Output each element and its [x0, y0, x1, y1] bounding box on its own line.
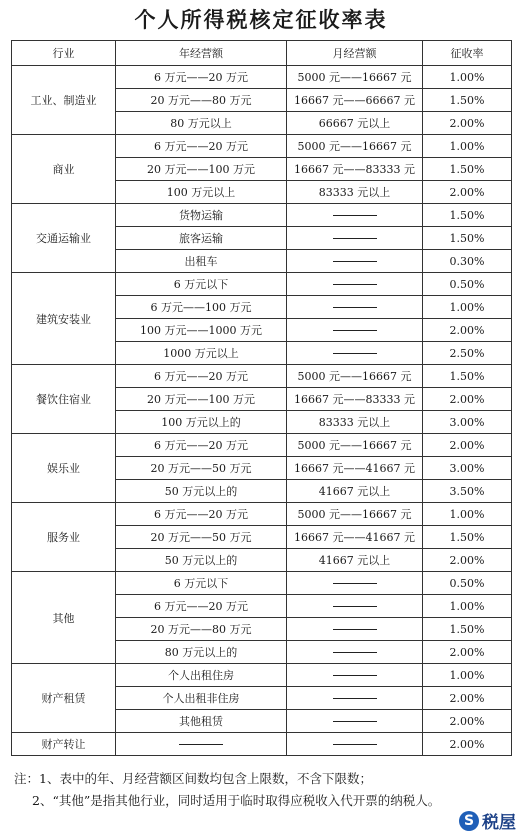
dash-line	[333, 721, 377, 722]
rate-cell: 0.50%	[423, 273, 512, 296]
dash-line	[179, 744, 223, 745]
rate-cell: 2.50%	[423, 342, 512, 365]
annual-cell: 6 万元——20 万元	[116, 365, 287, 388]
annual-cell: 出租车	[116, 250, 287, 273]
annual-cell: 50 万元以上的	[116, 549, 287, 572]
monthly-cell: 16667 元——41667 元	[287, 526, 423, 549]
rate-cell: 0.50%	[423, 572, 512, 595]
monthly-cell: 5000 元——16667 元	[287, 434, 423, 457]
dash-line	[333, 675, 377, 676]
rate-cell: 3.00%	[423, 457, 512, 480]
monthly-cell	[287, 273, 423, 296]
rate-cell: 1.50%	[423, 204, 512, 227]
annual-cell: 20 万元——50 万元	[116, 526, 287, 549]
dash-line	[333, 744, 377, 745]
annual-cell: 100 万元以上的	[116, 411, 287, 434]
dash-line	[333, 261, 377, 262]
industry-cell: 服务业	[12, 503, 116, 572]
monthly-cell: 5000 元——16667 元	[287, 503, 423, 526]
industry-cell: 商业	[12, 135, 116, 204]
annual-cell: 20 万元——80 万元	[116, 89, 287, 112]
table-row	[12, 572, 512, 595]
annual-cell: 6 万元——20 万元	[116, 434, 287, 457]
annual-cell: 其他租赁	[116, 710, 287, 733]
rate-cell: 1.00%	[423, 296, 512, 319]
monthly-cell: 16667 元——83333 元	[287, 388, 423, 411]
industry-cell: 工业、制造业	[12, 66, 116, 135]
rate-cell: 2.00%	[423, 549, 512, 572]
rate-cell: 2.00%	[423, 388, 512, 411]
annual-cell: 100 万元以上	[116, 181, 287, 204]
monthly-cell	[287, 733, 423, 756]
monthly-cell: 5000 元——16667 元	[287, 365, 423, 388]
logo-text: 税屋	[482, 813, 516, 833]
monthly-cell	[287, 664, 423, 687]
dash-line	[333, 238, 377, 239]
rate-cell: 2.00%	[423, 641, 512, 664]
annual-cell: 20 万元——80 万元	[116, 618, 287, 641]
industry-cell: 财产租赁	[12, 664, 116, 733]
rate-cell: 1.00%	[423, 664, 512, 687]
dash-line	[333, 307, 377, 308]
site-logo	[459, 808, 516, 833]
rate-cell: 2.00%	[423, 687, 512, 710]
dash-line	[333, 583, 377, 584]
monthly-cell: 41667 元以上	[287, 549, 423, 572]
industry-cell: 餐饮住宿业	[12, 365, 116, 434]
dash-line	[333, 698, 377, 699]
rate-cell: 2.00%	[423, 434, 512, 457]
rate-cell: 2.00%	[423, 733, 512, 756]
dash-line	[333, 330, 377, 331]
monthly-cell	[287, 227, 423, 250]
industry-cell: 财产转让	[12, 733, 116, 756]
rate-cell: 1.50%	[423, 158, 512, 181]
annual-cell: 20 万元——100 万元	[116, 388, 287, 411]
header-monthly: 月经营额	[287, 41, 423, 66]
annual-cell: 6 万元以下	[116, 273, 287, 296]
annual-cell: 个人出租非住房	[116, 687, 287, 710]
annual-cell: 1000 万元以上	[116, 342, 287, 365]
dash-line	[333, 284, 377, 285]
dash-line	[333, 353, 377, 354]
table-row	[12, 503, 512, 526]
industry-cell: 建筑安装业	[12, 273, 116, 365]
rate-cell: 1.50%	[423, 365, 512, 388]
dash-line	[333, 629, 377, 630]
dash-line	[333, 606, 377, 607]
dash-line	[333, 652, 377, 653]
rate-cell: 0.30%	[423, 250, 512, 273]
table-row	[12, 434, 512, 457]
tax-rate-table	[11, 40, 512, 756]
notes	[14, 768, 440, 812]
monthly-cell: 5000 元——16667 元	[287, 135, 423, 158]
note-2: 2、“其他”是指其他行业，同时适用于临时取得应税收入代开票的纳税人。	[32, 793, 441, 808]
annual-cell: 旅客运输	[116, 227, 287, 250]
rate-cell: 1.50%	[423, 227, 512, 250]
monthly-cell	[287, 687, 423, 710]
table-row	[12, 273, 512, 296]
annual-cell: 100 万元——1000 万元	[116, 319, 287, 342]
annual-cell: 6 万元——20 万元	[116, 135, 287, 158]
rate-cell: 3.00%	[423, 411, 512, 434]
annual-cell: 20 万元——100 万元	[116, 158, 287, 181]
industry-cell: 其他	[12, 572, 116, 664]
monthly-cell: 16667 元——41667 元	[287, 457, 423, 480]
rate-cell: 1.00%	[423, 135, 512, 158]
monthly-cell	[287, 250, 423, 273]
monthly-cell: 83333 元以上	[287, 411, 423, 434]
monthly-cell	[287, 319, 423, 342]
monthly-cell	[287, 204, 423, 227]
table-row	[12, 664, 512, 687]
industry-cell: 娱乐业	[12, 434, 116, 503]
annual-cell: 6 万元以下	[116, 572, 287, 595]
table-body	[12, 66, 512, 756]
rate-cell: 1.50%	[423, 526, 512, 549]
table-row	[12, 365, 512, 388]
annual-cell: 80 万元以上的	[116, 641, 287, 664]
rate-cell: 2.00%	[423, 112, 512, 135]
rate-cell: 1.50%	[423, 89, 512, 112]
annual-cell: 50 万元以上的	[116, 480, 287, 503]
page-title: 个人所得税核定征收率表	[134, 8, 388, 32]
annual-cell: 货物运输	[116, 204, 287, 227]
annual-cell: 20 万元——50 万元	[116, 457, 287, 480]
monthly-cell	[287, 710, 423, 733]
monthly-cell: 83333 元以上	[287, 181, 423, 204]
rate-cell: 2.00%	[423, 181, 512, 204]
monthly-cell: 5000 元——16667 元	[287, 66, 423, 89]
monthly-cell: 16667 元——83333 元	[287, 158, 423, 181]
note-1: 注：1、表中的年、月经营额区间数均包含上限数，不含下限数；	[14, 771, 372, 786]
rate-cell: 3.50%	[423, 480, 512, 503]
rate-cell: 1.00%	[423, 66, 512, 89]
monthly-cell	[287, 572, 423, 595]
rate-cell: 2.00%	[423, 710, 512, 733]
monthly-cell	[287, 342, 423, 365]
monthly-cell: 66667 元以上	[287, 112, 423, 135]
table-header-row	[12, 41, 512, 66]
table-row	[12, 135, 512, 158]
annual-cell: 6 万元——20 万元	[116, 66, 287, 89]
table-row	[12, 733, 512, 756]
header-annual: 年经营额	[116, 41, 287, 66]
rate-cell: 1.00%	[423, 503, 512, 526]
monthly-cell	[287, 296, 423, 319]
annual-cell: 6 万元——100 万元	[116, 296, 287, 319]
monthly-cell	[287, 618, 423, 641]
monthly-cell	[287, 641, 423, 664]
header-rate: 征收率	[423, 41, 512, 66]
header-industry: 行业	[12, 41, 116, 66]
annual-cell: 6 万元——20 万元	[116, 595, 287, 618]
annual-cell	[116, 733, 287, 756]
monthly-cell	[287, 595, 423, 618]
table-row	[12, 66, 512, 89]
dash-line	[333, 215, 377, 216]
logo-icon: S	[459, 811, 479, 831]
monthly-cell: 16667 元——66667 元	[287, 89, 423, 112]
annual-cell: 6 万元——20 万元	[116, 503, 287, 526]
industry-cell: 交通运输业	[12, 204, 116, 273]
rate-cell: 1.50%	[423, 618, 512, 641]
table-row	[12, 204, 512, 227]
rate-cell: 1.00%	[423, 595, 512, 618]
annual-cell: 个人出租住房	[116, 664, 287, 687]
rate-cell: 2.00%	[423, 319, 512, 342]
annual-cell: 80 万元以上	[116, 112, 287, 135]
monthly-cell: 41667 元以上	[287, 480, 423, 503]
